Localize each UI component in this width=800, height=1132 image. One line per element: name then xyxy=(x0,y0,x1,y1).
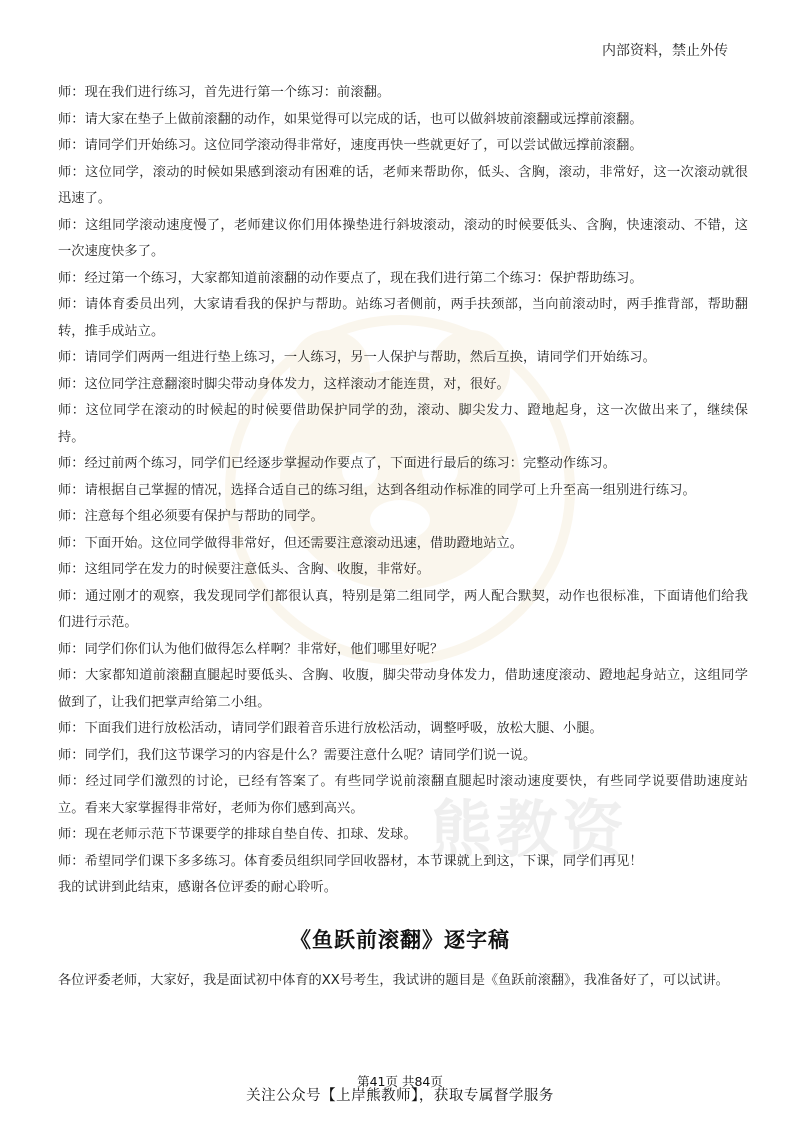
section-title: 《鱼跃前滚翻》逐字稿 xyxy=(290,928,510,952)
transcript-paragraph: 师：现在我们进行练习，首先进行第一个练习：前滚翻。 xyxy=(58,85,391,100)
transcript-paragraph: 师：大家都知道前滚翻直腿起时要低头、含胸、收腹，脚尖带动身体发力，借助速度滚动、蹬地起身站立，这组同学做到了，让我们把掌声给第二小组。 xyxy=(58,668,748,710)
header-note: 内部资料，禁止外传 xyxy=(602,43,728,59)
transcript-paragraph: 师：请同学们两两一组进行垫上练习，一人练习，另一人保护与帮助，然后互换，请同学们开始练习。 xyxy=(58,350,656,365)
closing-statement: 我的试讲到此结束，感谢各位评委的耐心聆听。 xyxy=(58,880,338,895)
footer-promo: 关注公众号【上岸熊教师】，获取专属督学服务 xyxy=(246,1088,554,1104)
watermark-text: 熊教资 xyxy=(430,793,629,866)
transcript-paragraph: 师：同学们，我们这节课学习的内容是什么？需要注意什么呢？请同学们说一说。 xyxy=(58,747,537,763)
transcript-paragraph: 师：请大家在垫子上做前滚翻的动作，如果觉得可以完成的话，也可以做斜坡前滚翻或远撑前滚翻。 xyxy=(58,111,643,127)
transcript-paragraph: 师：经过前两个练习，同学们已经逐步掌握动作要点了，下面进行最后的练习：完整动作练习。 xyxy=(58,456,617,471)
transcript-paragraph: 师：下面开始。这位同学做得非常好，但还需要注意滚动迅速，借助蹬地站立。 xyxy=(58,535,524,551)
transcript-paragraph: 师：请同学们开始练习。这位同学滚动得非常好，速度再快一些就更好了，可以尝试做远撑前滚翻。 xyxy=(58,138,643,153)
transcript-paragraph: 师：这位同学在滚动的时候起的时候要借助保护同学的劲，滚动、脚尖发力、蹬地起身，这一次做出来了，继续保持。 xyxy=(58,403,748,445)
transcript-paragraph: 师：这位同学，滚动的时候如果感到滚动有困难的话，老师来帮助你，低头、含胸，滚动，非常好，这一次滚动就很迅速了。 xyxy=(58,164,748,206)
transcript-body xyxy=(58,80,748,902)
transcript-paragraph: 师：下面我们进行放松活动，请同学们跟着音乐进行放松活动，调整呼吸，放松大腿、小腿。 xyxy=(58,721,603,736)
transcript-paragraph: 师：请根据自己掌握的情况，选择合适自己的练习组，达到各组动作标准的同学可上升至高一组别进行练习。 xyxy=(58,482,696,498)
section-intro: 各位评委老师，大家好，我是面试初中体育的XX号考生，我试讲的题目是《鱼跃前滚翻》，我准备好了，可以试讲。 xyxy=(58,973,729,988)
transcript-paragraph: 师：注意每个组必须要有保护与帮助的同学。 xyxy=(58,509,324,524)
transcript-paragraph: 师：同学们你们认为他们做得怎么样啊？非常好，他们哪里好呢？ xyxy=(58,641,444,657)
transcript-paragraph: 师：现在老师示范下节课要学的排球自垫自传、扣球、发球。 xyxy=(58,827,417,842)
transcript-paragraph: 师：经过同学们激烈的讨论，已经有答案了。有些同学说前滚翻直腿起时滚动速度要快，有些同学说要借助速度站立。看来大家掌握得非常好，老师为你们感到高兴。 xyxy=(58,774,748,816)
transcript-paragraph: 师：这组同学滚动速度慢了，老师建议你们用体操垫进行斜坡滚动，滚动的时候要低头、含胸，快速滚动、不错，这一次速度快多了。 xyxy=(58,217,748,259)
transcript-paragraph: 师：通过刚才的观察，我发现同学们都很认真，特别是第二组同学，两人配合默契，动作也很标准，下面请他们给我们进行示范。 xyxy=(58,588,748,630)
transcript-paragraph: 师：这位同学注意翻滚时脚尖带动身体发力，这样滚动才能连贯，对，很好。 xyxy=(58,376,510,392)
transcript-paragraph: 师：请体育委员出列，大家请看我的保护与帮助。站练习者侧前，两手扶颈部，当向前滚动时，两手推背部，帮助翻转，推手成站立。 xyxy=(58,297,748,339)
transcript-paragraph: 师：希望同学们课下多多练习。体育委员组织同学回收器材，本节课就上到这，下课，同学们再见！ xyxy=(58,853,643,869)
page-number: 第41页 共84页 xyxy=(357,1074,443,1089)
transcript-paragraph: 师：经过第一个练习，大家都知道前滚翻的动作要点了，现在我们进行第二个练习：保护帮助练习。 xyxy=(58,270,643,286)
transcript-paragraph: 师：这组同学在发力的时候要注意低头、含胸、收腹，非常好。 xyxy=(58,562,431,577)
